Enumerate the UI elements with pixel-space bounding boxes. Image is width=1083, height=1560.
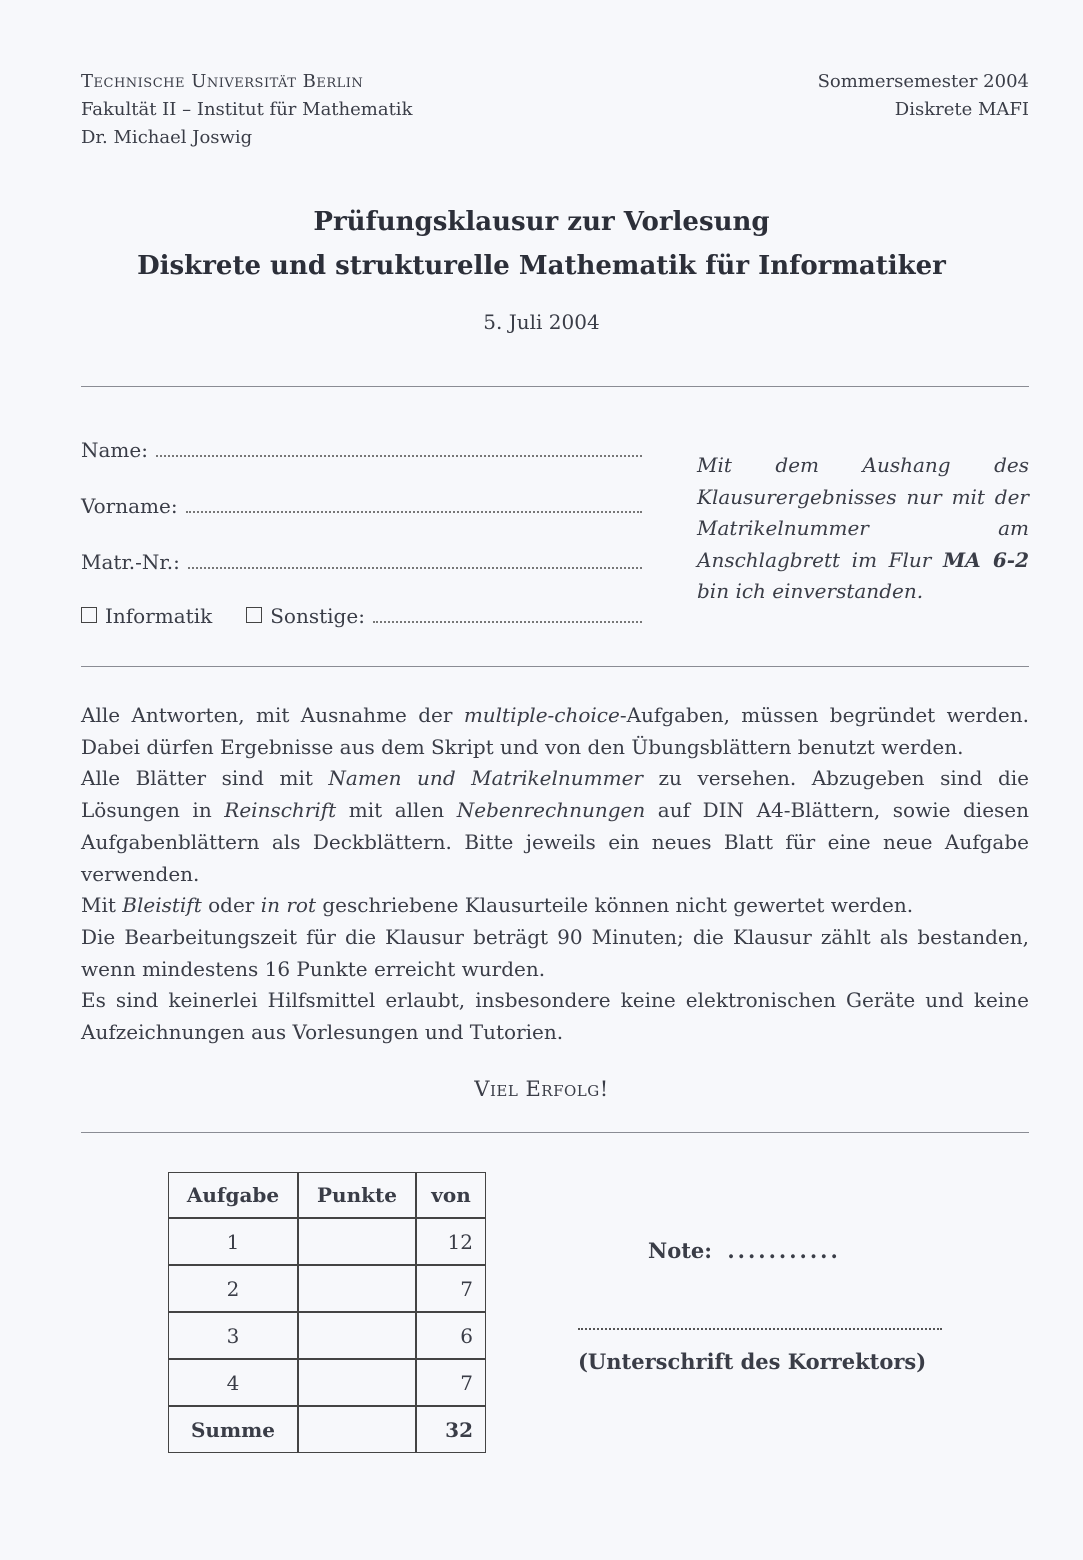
- punkte-cell[interactable]: [298, 1265, 416, 1312]
- divider-top: [81, 386, 1029, 387]
- matrikel-field[interactable]: [81, 550, 642, 574]
- closing-wish: Viel Erfolg!: [474, 1077, 609, 1101]
- table-row: [168, 1265, 486, 1312]
- signature-line[interactable]: [578, 1318, 942, 1330]
- aufgabe-cell: 2: [168, 1265, 298, 1312]
- program-field[interactable]: [81, 604, 642, 628]
- title-line-2: Diskrete und strukturelle Mathematik für Informatiker: [137, 251, 946, 281]
- name-label: Name:: [81, 438, 148, 462]
- column-header-aufgabe: Aufgabe: [168, 1172, 298, 1218]
- faculty-name: Fakultät II – Institut für Mathematik: [81, 99, 413, 120]
- von-cell: 7: [416, 1265, 486, 1312]
- column-header-punkte: Punkte: [298, 1172, 416, 1218]
- sonstige-dotted-line[interactable]: [373, 607, 642, 623]
- aufgabe-cell: 4: [168, 1359, 298, 1406]
- informatik-checkbox[interactable]: [81, 607, 97, 623]
- sum-value: 32: [416, 1406, 486, 1453]
- table-row: [168, 1359, 486, 1406]
- sum-label: Summe: [168, 1406, 298, 1453]
- sum-row: [168, 1406, 486, 1453]
- von-cell: 6: [416, 1312, 486, 1359]
- instruction-paragraph: Alle Blätter sind mit Namen und Matrikelnummer zu versehen. Abzugeben sind die Lösungen in Reinschrift mit allen Nebenrechnungen auf DIN A4-Blättern, sowie diesen Aufgabenblättern als Deckblättern. Bitte jeweils ein neues Blatt für eine neue Aufgabe verwenden.: [81, 766, 1030, 886]
- von-cell: 12: [416, 1218, 486, 1265]
- semester: Sommersemester 2004: [817, 71, 1029, 92]
- exam-title: [0, 200, 1083, 288]
- name-field[interactable]: [81, 438, 642, 462]
- matrikel-label: Matr.-Nr.:: [81, 550, 180, 574]
- sonstige-checkbox[interactable]: [246, 607, 262, 623]
- divider-middle: [81, 666, 1029, 667]
- score-table: [168, 1172, 486, 1453]
- table-row: [168, 1312, 486, 1359]
- university-name: Technische Universität Berlin: [81, 71, 364, 92]
- sum-punkte-cell[interactable]: [298, 1406, 416, 1453]
- column-header-von: von: [416, 1172, 486, 1218]
- instruction-paragraph: Es sind keinerlei Hilfsmittel erlaubt, insbesondere keine elektronischen Geräte und keine Aufzeichnungen aus Vorlesungen und Tutorien.: [81, 988, 1029, 1045]
- grade-field[interactable]: [648, 1238, 841, 1263]
- exam-date: 5. Juli 2004: [483, 310, 600, 334]
- vorname-dotted-line[interactable]: [186, 497, 642, 513]
- lecturer-name: Dr. Michael Joswig: [81, 127, 253, 148]
- punkte-cell[interactable]: [298, 1359, 416, 1406]
- signature-label: (Unterschrift des Korrektors): [578, 1349, 927, 1374]
- instruction-paragraph: Alle Antworten, mit Ausnahme der multiple-choice-Aufgaben, müssen begründet werden. Dabei dürfen Ergebnisse aus dem Skript und von den Übungsblättern benutzt werden.: [81, 703, 1029, 759]
- vorname-label: Vorname:: [81, 494, 178, 518]
- vorname-field[interactable]: [81, 494, 642, 518]
- aufgabe-cell: 1: [168, 1218, 298, 1265]
- grade-dotted-line[interactable]: ...........: [727, 1238, 841, 1263]
- divider-bottom: [81, 1132, 1029, 1133]
- notice-text-1: Mit dem Aushang des Klausurergebnisses nur mit der Matrikelnummer am Anschlagbrett im Flur: [697, 453, 1029, 572]
- publication-consent-notice: [697, 450, 1029, 608]
- von-cell: 7: [416, 1359, 486, 1406]
- table-row: [168, 1218, 486, 1265]
- course-short: Diskrete MAFI: [894, 99, 1029, 120]
- instruction-paragraph: Mit Bleistift oder in rot geschriebene Klausurteile können nicht gewertet werden.: [81, 893, 914, 918]
- instruction-paragraph: Die Bearbeitungszeit für die Klausur beträgt 90 Minuten; die Klausur zählt als bestanden, wenn mindestens 16 Punkte erreicht wurden.: [81, 924, 1029, 981]
- notice-room: MA 6-2: [942, 547, 1029, 572]
- matrikel-dotted-line[interactable]: [188, 553, 642, 569]
- title-line-1: Prüfungsklausur zur Vorlesung: [313, 207, 770, 237]
- punkte-cell[interactable]: [298, 1312, 416, 1359]
- header-right: [818, 68, 1029, 124]
- header-left: [81, 68, 412, 152]
- grade-label: Note:: [648, 1238, 713, 1263]
- notice-text-2: bin ich einverstanden.: [697, 579, 924, 603]
- informatik-label: Informatik: [105, 604, 213, 628]
- score-table-header: [168, 1172, 486, 1218]
- sonstige-label: Sonstige:: [270, 604, 365, 628]
- name-dotted-line[interactable]: [156, 441, 642, 457]
- punkte-cell[interactable]: [298, 1218, 416, 1265]
- instructions: [81, 700, 1029, 1049]
- aufgabe-cell: 3: [168, 1312, 298, 1359]
